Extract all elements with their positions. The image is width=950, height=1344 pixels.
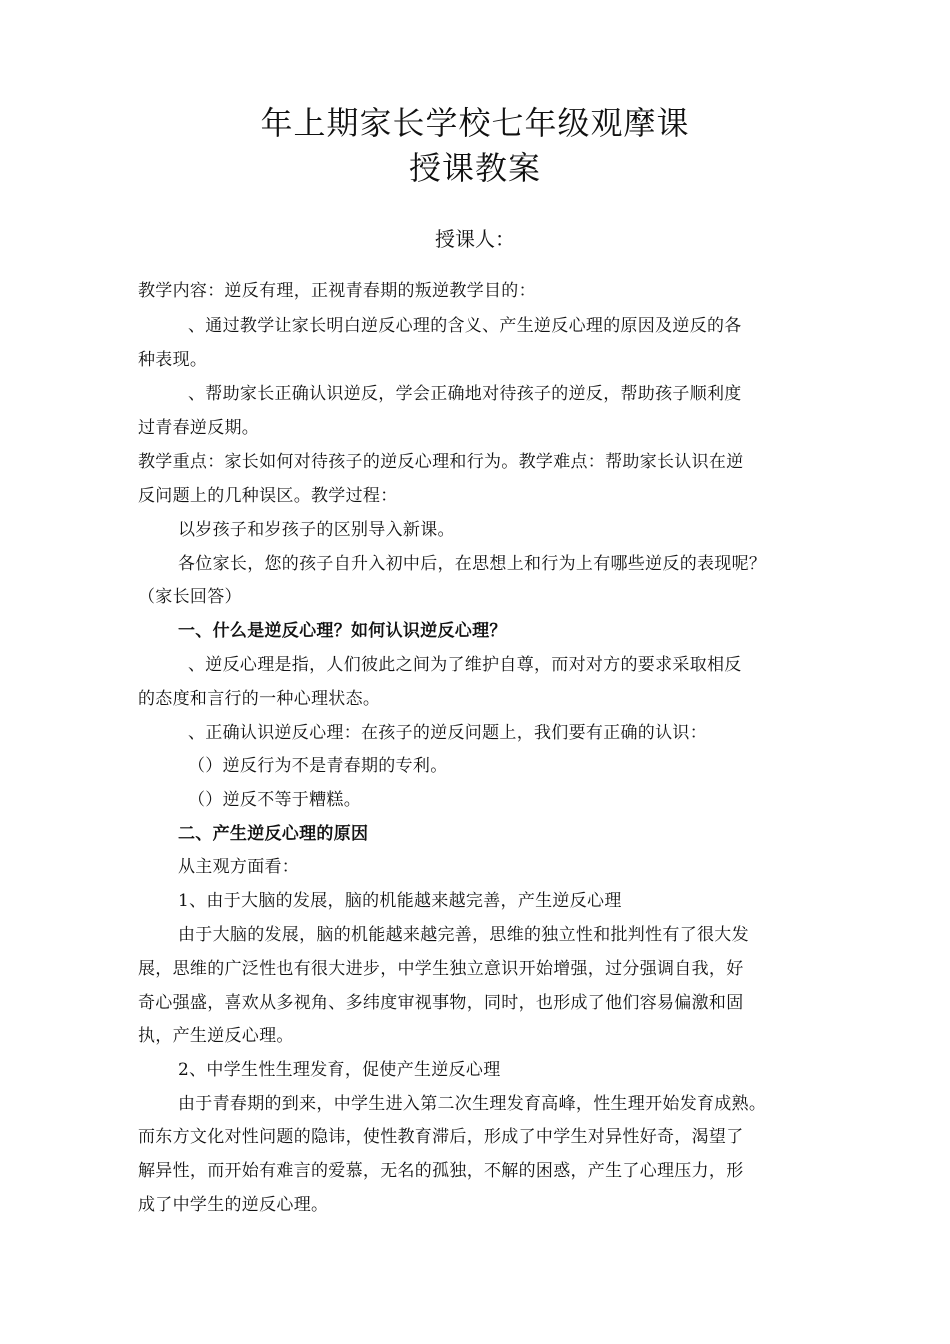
teaching-content-line: 教学内容：逆反有理，正视青春期的叛逆教学目的： xyxy=(138,281,536,301)
reason-1-heading: 1、由于大脑的发展，脑的机能越来越完善，产生逆反心理 xyxy=(178,891,622,911)
reason-2-line-1: 由于青春期的到来，中学生进入第二次生理发育高峰，性生理开始发育成熟。 xyxy=(178,1094,767,1114)
objective-1-line-2: 种表现。 xyxy=(138,350,208,370)
reason-1-line-3: 奇心强盛，喜欢从多视角、多纬度审视事物，同时，也形成了他们容易偏激和固 xyxy=(138,993,744,1013)
reason-1-line-4: 执，产生逆反心理。 xyxy=(138,1026,294,1046)
view-item-2: （）逆反不等于糟糕。 xyxy=(188,790,361,810)
objective-2-line-1: 、帮助家长正确认识逆反，学会正确地对待孩子的逆反，帮助孩子顺利度 xyxy=(188,384,742,404)
question-line-2: （家长回答） xyxy=(138,587,242,607)
section-2-heading: 二、产生逆反心理的原因 xyxy=(178,824,369,844)
question-line-1: 各位家长，您的孩子自升入初中后，在思想上和行为上有哪些逆反的表现呢？ xyxy=(178,554,767,574)
key-points-line-2: 反问题上的几种误区。教学过程： xyxy=(138,486,398,506)
intro-line: 以岁孩子和岁孩子的区别导入新课。 xyxy=(178,520,455,540)
objective-1-line-1: 、通过教学让家长明白逆反心理的含义、产生逆反心理的原因及逆反的各 xyxy=(188,316,742,336)
subjective-aspect-line: 从主观方面看： xyxy=(178,857,300,877)
reason-2-line-2: 而东方文化对性问题的隐讳，使性教育滞后，形成了中学生对异性好奇，渴望了 xyxy=(138,1127,744,1147)
reason-1-line-1: 由于大脑的发展，脑的机能越来越完善，思维的独立性和批判性有了很大发 xyxy=(178,925,749,945)
reason-1-line-2: 展，思维的广泛性也有很大进步，中学生独立意识开始增强，过分强调自我，好 xyxy=(138,959,744,979)
reason-2-heading: 2、中学生性生理发育，促使产生逆反心理 xyxy=(178,1060,501,1080)
reason-2-line-3: 解异性，而开始有难言的爱慕，无名的孤独，不解的困惑，产生了心理压力，形 xyxy=(138,1161,744,1181)
view-item-1: （）逆反行为不是青春期的专利。 xyxy=(188,756,448,776)
definition-line-2: 的态度和言行的一种心理状态。 xyxy=(138,689,381,709)
author-label: 授课人： xyxy=(435,227,515,251)
correct-view-line: 、正确认识逆反心理：在孩子的逆反问题上，我们要有正确的认识： xyxy=(188,723,707,743)
reason-2-line-4: 成了中学生的逆反心理。 xyxy=(138,1195,329,1215)
objective-2-line-2: 过青春逆反期。 xyxy=(138,418,260,438)
document-title-line-1: 年上期家长学校七年级观摩课 xyxy=(260,104,690,142)
definition-line-1: 、逆反心理是指，人们彼此之间为了维护自尊，而对对方的要求采取相反 xyxy=(188,655,742,675)
key-points-line-1: 教学重点：家长如何对待孩子的逆反心理和行为。教学难点：帮助家长认识在逆 xyxy=(138,452,744,472)
document-title-line-2: 授课教案 xyxy=(408,149,541,187)
section-1-heading: 一、什么是逆反心理？如何认识逆反心理？ xyxy=(178,621,507,641)
